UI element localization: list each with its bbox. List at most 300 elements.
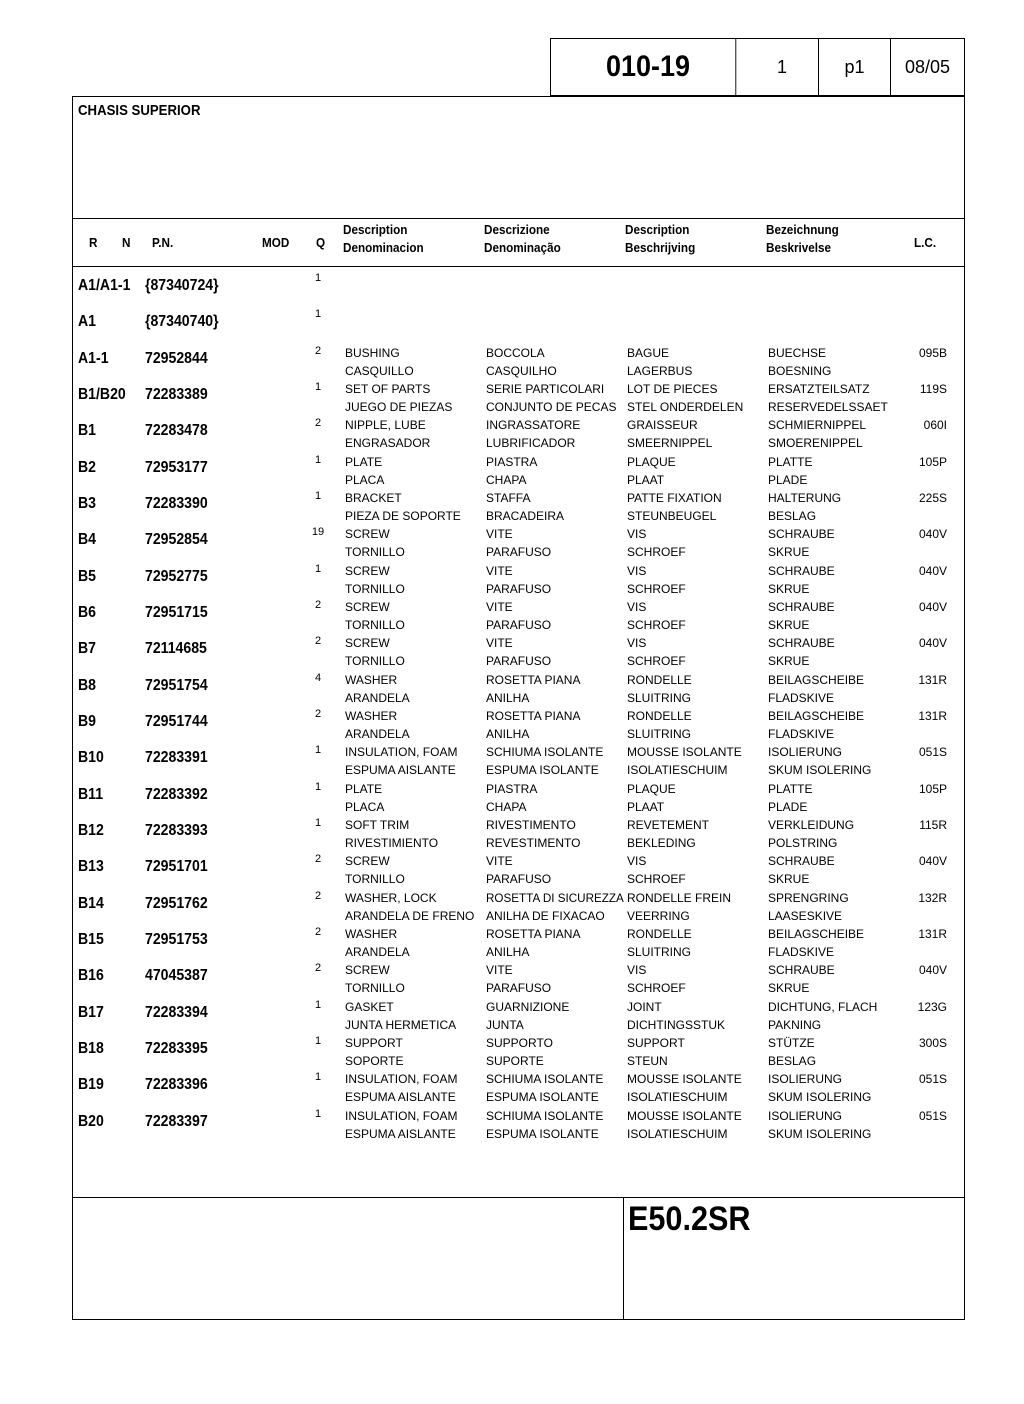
description-pt: ANILHA — [486, 690, 530, 705]
lc-code: 040V — [918, 599, 947, 614]
lc-code: 131R — [918, 926, 947, 941]
part-number: 72951762 — [145, 894, 208, 912]
description-es: PLACA — [345, 799, 385, 814]
description-pt: PARAFUSO — [486, 581, 552, 596]
quantity: 2 — [314, 925, 322, 938]
col-lc: L.C. — [914, 235, 937, 250]
description-da: SKUM ISOLERING — [768, 763, 872, 778]
part-number: 47045387 — [145, 967, 208, 985]
col-desc1-line2: Denominacion — [343, 240, 424, 255]
col-desc1-line1: Description — [343, 222, 408, 237]
description-es: ARANDELA — [345, 944, 410, 959]
description-da: BESLAG — [768, 1053, 817, 1068]
description-en: SUPPORT — [345, 1035, 403, 1050]
description-fr: RONDELLE — [627, 672, 692, 687]
description-de: BUECHSE — [768, 345, 827, 360]
part-number: 72951715 — [145, 603, 208, 621]
lc-code: 225S — [918, 490, 947, 505]
page-number: p1 — [819, 39, 891, 95]
ref-number: B10 — [78, 749, 104, 767]
quantity: 2 — [314, 598, 322, 611]
description-da: SMOERENIPPEL — [768, 436, 863, 451]
ref-number: A1-1 — [78, 349, 109, 367]
part-number: 72283394 — [145, 1003, 208, 1021]
description-da: SKRUE — [768, 617, 810, 632]
part-number: 72951754 — [145, 676, 208, 694]
description-it: SCHIUMA ISOLANTE — [486, 745, 604, 760]
table-row — [72, 1034, 965, 1070]
table-row — [72, 780, 965, 816]
lc-code: 123G — [917, 999, 947, 1014]
part-number: 72952844 — [145, 349, 208, 367]
description-pt: PARAFUSO — [486, 872, 552, 887]
lc-code: 060I — [923, 418, 947, 433]
description-de: SPRENGRING — [768, 890, 849, 905]
description-pt: ANILHA — [486, 726, 530, 741]
description-de: SCHRAUBE — [768, 599, 835, 614]
description-fr: MOUSSE ISOLANTE — [627, 745, 742, 760]
table-row — [72, 707, 965, 743]
description-es: ESPUMA AISLANTE — [345, 1126, 456, 1141]
description-de: SCHMIERNIPPEL — [768, 418, 867, 433]
description-es: CASQUILLO — [345, 363, 414, 378]
description-it: PIASTRA — [486, 781, 538, 796]
lc-code: 115R — [919, 817, 947, 832]
description-nl: DICHTINGSSTUK — [627, 1017, 726, 1032]
issue-date: 08/05 — [904, 56, 951, 77]
lc-code: 131R — [918, 708, 947, 723]
table-row — [72, 998, 965, 1034]
description-nl: ISOLATIESCHUIM — [627, 1090, 728, 1105]
quantity: 2 — [314, 962, 322, 975]
lc-code: 105P — [918, 454, 947, 469]
description-es: TORNILLO — [345, 581, 405, 596]
ref-number: B14 — [78, 894, 104, 912]
description-pt: ANILHA DE FIXACAO — [486, 908, 605, 923]
table-row — [72, 961, 965, 997]
description-en: INSULATION, FOAM — [345, 1108, 458, 1123]
ref-number: B4 — [78, 531, 96, 549]
description-en: WASHER — [345, 672, 398, 687]
description-de: ISOLIERUNG — [768, 1072, 843, 1087]
description-de: SCHRAUBE — [768, 563, 835, 578]
lc-code: 040V — [918, 636, 947, 651]
description-nl: ISOLATIESCHUIM — [627, 1126, 728, 1141]
description-da: SKRUE — [768, 581, 810, 596]
table-row — [72, 525, 965, 561]
table-row — [72, 416, 965, 452]
header-divider-top — [72, 218, 965, 219]
col-desc2-line1: Descrizione — [484, 222, 550, 237]
ref-number: B19 — [78, 1076, 104, 1094]
description-en: SOFT TRIM — [345, 817, 410, 832]
description-es: TORNILLO — [345, 545, 405, 560]
description-pt: CASQUILHO — [486, 363, 557, 378]
description-de: STÜTZE — [768, 1035, 815, 1050]
description-en: SCREW — [345, 563, 390, 578]
ref-number: B2 — [78, 458, 96, 476]
col-q: Q — [316, 235, 326, 250]
description-fr: VIS — [627, 563, 647, 578]
quantity: 1 — [314, 308, 322, 321]
description-pt: REVESTIMENTO — [486, 835, 581, 850]
table-row — [72, 1107, 965, 1143]
description-fr: RONDELLE FREIN — [627, 890, 732, 905]
lc-code: 051S — [918, 1108, 947, 1123]
description-es: ARANDELA — [345, 726, 410, 741]
ref-number: B20 — [78, 1112, 104, 1130]
col-desc3-line1: Description — [625, 222, 690, 237]
description-da: LAASESKIVE — [768, 908, 843, 923]
part-number: 72283389 — [145, 385, 208, 403]
description-it: VITE — [486, 636, 513, 651]
part-number: 72951744 — [145, 712, 208, 730]
description-en: NIPPLE, LUBE — [345, 418, 426, 433]
description-en: SCREW — [345, 527, 390, 542]
ref-number: B13 — [78, 858, 104, 876]
description-fr: RONDELLE — [627, 926, 692, 941]
description-it: BOCCOLA — [486, 345, 545, 360]
quantity: 1 — [314, 1107, 322, 1120]
description-fr: PLAQUE — [627, 781, 676, 796]
lc-code: 105P — [918, 781, 947, 796]
lc-code: 040V — [918, 963, 947, 978]
description-de: BEILAGSCHEIBE — [768, 926, 865, 941]
part-number: 72283391 — [145, 749, 208, 767]
table-row — [72, 1070, 965, 1106]
page-title: CHASIS SUPERIOR — [78, 102, 201, 119]
part-number: 72114685 — [145, 640, 207, 658]
description-pt: CONJUNTO DE PECAS — [486, 399, 617, 414]
description-es: ESPUMA AISLANTE — [345, 1090, 456, 1105]
description-en: SCREW — [345, 854, 390, 869]
description-it: VITE — [486, 854, 513, 869]
quantity: 1 — [314, 453, 322, 466]
description-en: INSULATION, FOAM — [345, 745, 458, 760]
table-row — [72, 307, 965, 343]
quantity: 1 — [314, 562, 322, 575]
description-it: VITE — [486, 563, 513, 578]
quantity: 4 — [314, 671, 322, 684]
col-desc4 — [766, 221, 839, 257]
description-it: STAFFA — [486, 490, 531, 505]
description-fr: LOT DE PIECES — [627, 381, 718, 396]
description-en: WASHER — [345, 708, 398, 723]
ref-number: B16 — [78, 967, 104, 985]
description-pt: JUNTA — [486, 1017, 524, 1032]
description-en: INSULATION, FOAM — [345, 1072, 458, 1087]
description-fr: VIS — [627, 527, 647, 542]
description-fr: VIS — [627, 636, 647, 651]
description-nl: SLUITRING — [627, 726, 692, 741]
col-desc4-line2: Beskrivelse — [766, 240, 832, 255]
description-it: SCHIUMA ISOLANTE — [486, 1108, 604, 1123]
description-nl: PLAAT — [627, 799, 665, 814]
description-nl: SCHROEF — [627, 581, 686, 596]
part-number: {87340740} — [145, 313, 219, 331]
description-it: VITE — [486, 963, 513, 978]
description-pt: ANILHA — [486, 944, 530, 959]
document-code-box — [550, 38, 965, 96]
description-fr: BAGUE — [627, 345, 670, 360]
col-desc1 — [343, 221, 424, 257]
description-pt: CHAPA — [486, 799, 527, 814]
description-de: VERKLEIDUNG — [768, 817, 855, 832]
description-es: JUEGO DE PIEZAS — [345, 399, 453, 414]
description-fr: GRAISSEUR — [627, 418, 698, 433]
description-en: BUSHING — [345, 345, 400, 360]
footer-vertical-divider — [623, 1197, 624, 1320]
quantity: 1 — [314, 744, 322, 757]
quantity: 1 — [314, 1034, 322, 1047]
description-de: SCHRAUBE — [768, 854, 835, 869]
table-row — [72, 598, 965, 634]
description-nl: PLAAT — [627, 472, 665, 487]
description-da: SKUM ISOLERING — [768, 1126, 872, 1141]
ref-number: B3 — [78, 494, 96, 512]
description-nl: STEUN — [627, 1053, 668, 1068]
lc-code: 040V — [918, 854, 947, 869]
quantity: 1 — [314, 780, 322, 793]
quantity: 2 — [314, 707, 322, 720]
description-pt: PARAFUSO — [486, 654, 552, 669]
description-es: TORNILLO — [345, 617, 405, 632]
description-it: INGRASSATORE — [486, 418, 581, 433]
ref-number: B7 — [78, 640, 96, 658]
description-pt: SUPORTE — [486, 1053, 544, 1068]
description-fr: MOUSSE ISOLANTE — [627, 1072, 742, 1087]
quantity: 2 — [314, 344, 322, 357]
part-number: 72951753 — [145, 930, 208, 948]
col-desc4-line1: Bezeichnung — [766, 222, 839, 237]
part-number: 72953177 — [145, 458, 208, 476]
table-row — [72, 889, 965, 925]
description-pt: PARAFUSO — [486, 617, 552, 632]
description-da: BOESNING — [768, 363, 832, 378]
description-it: VITE — [486, 599, 513, 614]
description-nl: SCHROEF — [627, 872, 686, 887]
description-da: PLADE — [768, 799, 808, 814]
description-it: SCHIUMA ISOLANTE — [486, 1072, 604, 1087]
description-it: ROSETTA DI SICUREZZA — [486, 890, 624, 905]
table-row — [72, 344, 965, 380]
description-es: RIVESTIMIENTO — [345, 835, 439, 850]
description-it: RIVESTIMENTO — [486, 817, 576, 832]
description-pt: PARAFUSO — [486, 545, 552, 560]
description-es: PIEZA DE SOPORTE — [345, 508, 461, 523]
lc-code: 040V — [918, 563, 947, 578]
description-da: POLSTRING — [768, 835, 838, 850]
description-en: WASHER, LOCK — [345, 890, 437, 905]
col-desc3 — [625, 221, 695, 257]
ref-number: B1 — [78, 422, 96, 440]
description-fr: VIS — [627, 963, 647, 978]
description-de: PLATTE — [768, 454, 813, 469]
ref-number: B12 — [78, 821, 104, 839]
col-desc3-line2: Beschrijving — [625, 240, 696, 255]
description-de: DICHTUNG, FLACH — [768, 999, 878, 1014]
description-en: SCREW — [345, 599, 390, 614]
quantity: 1 — [314, 1071, 322, 1084]
part-number: 72283390 — [145, 494, 208, 512]
description-it: SUPPORTO — [486, 1035, 553, 1050]
machine-model: E50.2SR — [628, 1200, 751, 1238]
description-de: SCHRAUBE — [768, 636, 835, 651]
description-en: SCREW — [345, 963, 390, 978]
description-nl: LAGERBUS — [627, 363, 693, 378]
table-row — [72, 380, 965, 416]
lc-code: 040V — [918, 527, 947, 542]
description-fr: SUPPORT — [627, 1035, 685, 1050]
ref-number: A1 — [78, 313, 96, 331]
part-number: 72283397 — [145, 1112, 208, 1130]
quantity: 2 — [314, 635, 322, 648]
description-en: WASHER — [345, 926, 398, 941]
description-es: ESPUMA AISLANTE — [345, 763, 456, 778]
col-mod: MOD — [262, 235, 290, 250]
description-de: ERSATZTEILSATZ — [768, 381, 870, 396]
quantity: 1 — [314, 816, 322, 829]
footer-divider — [72, 1197, 965, 1198]
part-number: 72283478 — [145, 422, 208, 440]
description-da: SKRUE — [768, 545, 810, 560]
description-it: ROSETTA PIANA — [486, 672, 581, 687]
description-es: JUNTA HERMETICA — [345, 1017, 457, 1032]
ref-number: B1/B20 — [78, 385, 126, 403]
description-nl: STEUNBEUGEL — [627, 508, 717, 523]
description-da: SKRUE — [768, 981, 810, 996]
description-nl: SMEERNIPPEL — [627, 436, 713, 451]
description-it: PIASTRA — [486, 454, 538, 469]
ref-number: B5 — [78, 567, 96, 585]
col-pn: P.N. — [152, 235, 174, 250]
description-it: GUARNIZIONE — [486, 999, 570, 1014]
description-nl: ISOLATIESCHUIM — [627, 763, 728, 778]
description-es: TORNILLO — [345, 872, 405, 887]
col-desc2-line2: Denominação — [484, 240, 561, 255]
quantity: 1 — [314, 380, 322, 393]
description-nl: SLUITRING — [627, 944, 692, 959]
quantity: 2 — [314, 853, 322, 866]
quantity: 1 — [314, 998, 322, 1011]
description-nl: STEL ONDERDELEN — [627, 399, 744, 414]
ref-number: B8 — [78, 676, 96, 694]
description-it: SERIE PARTICOLARI — [486, 381, 605, 396]
table-row — [72, 816, 965, 852]
description-en: PLATE — [345, 781, 383, 796]
ref-number: B18 — [78, 1039, 104, 1057]
description-fr: VIS — [627, 599, 647, 614]
ref-number: B9 — [78, 712, 96, 730]
col-r: R — [89, 235, 98, 250]
description-es: SOPORTE — [345, 1053, 404, 1068]
description-de: BEILAGSCHEIBE — [768, 672, 865, 687]
description-fr: PLAQUE — [627, 454, 676, 469]
description-pt: LUBRIFICADOR — [486, 436, 576, 451]
table-row — [72, 562, 965, 598]
description-nl: SCHROEF — [627, 981, 686, 996]
description-fr: PATTE FIXATION — [627, 490, 722, 505]
description-de: ISOLIERUNG — [768, 1108, 843, 1123]
table-row — [72, 671, 965, 707]
description-nl: SCHROEF — [627, 617, 686, 632]
quantity: 1 — [314, 489, 322, 502]
description-it: ROSETTA PIANA — [486, 926, 581, 941]
description-pt: PARAFUSO — [486, 981, 552, 996]
description-pt: ESPUMA ISOLANTE — [486, 1126, 599, 1141]
description-da: RESERVEDELSSAET — [768, 399, 888, 414]
header-divider-bottom — [72, 266, 965, 267]
description-pt: CHAPA — [486, 472, 527, 487]
quantity: 2 — [314, 417, 322, 430]
description-nl: VEERRING — [627, 908, 690, 923]
description-nl: BEKLEDING — [627, 835, 696, 850]
description-da: FLADSKIVE — [768, 726, 835, 741]
lc-code: 051S — [918, 745, 947, 760]
lc-code: 095B — [918, 345, 947, 360]
description-en: SET OF PARTS — [345, 381, 431, 396]
description-da: SKRUE — [768, 872, 810, 887]
quantity: 19 — [311, 526, 325, 539]
description-en: PLATE — [345, 454, 383, 469]
description-de: ISOLIERUNG — [768, 745, 843, 760]
description-da: BESLAG — [768, 508, 817, 523]
lc-code: 119S — [919, 381, 947, 396]
description-da: SKUM ISOLERING — [768, 1090, 872, 1105]
ref-number: A1/A1-1 — [78, 277, 131, 294]
description-es: ENGRASADOR — [345, 436, 431, 451]
lc-code: 300S — [918, 1035, 947, 1050]
part-number: 72952775 — [145, 567, 208, 585]
part-number: 72283396 — [145, 1076, 208, 1094]
description-de: BEILAGSCHEIBE — [768, 708, 865, 723]
description-fr: MOUSSE ISOLANTE — [627, 1108, 742, 1123]
description-en: BRACKET — [345, 490, 402, 505]
description-de: SCHRAUBE — [768, 963, 835, 978]
ref-number: B11 — [78, 785, 104, 803]
section-code: 010-19 — [561, 39, 737, 95]
description-fr: REVETEMENT — [627, 817, 710, 832]
col-desc2 — [484, 221, 561, 257]
description-de: PLATTE — [768, 781, 813, 796]
description-es: PLACA — [345, 472, 385, 487]
quantity: 1 — [314, 272, 322, 284]
description-es: TORNILLO — [345, 981, 405, 996]
description-en: SCREW — [345, 636, 390, 651]
description-de: HALTERUNG — [768, 490, 842, 505]
description-es: ARANDELA — [345, 690, 410, 705]
table-row — [72, 271, 965, 307]
description-en: GASKET — [345, 999, 394, 1014]
description-fr: RONDELLE — [627, 708, 692, 723]
description-es: ARANDELA DE FRENO — [345, 908, 475, 923]
description-pt: ESPUMA ISOLANTE — [486, 763, 599, 778]
part-number: 72951701 — [145, 858, 208, 876]
description-de: SCHRAUBE — [768, 527, 835, 542]
section-count: 1 — [746, 39, 819, 95]
description-it: VITE — [486, 527, 513, 542]
description-es: TORNILLO — [345, 654, 405, 669]
table-row — [72, 453, 965, 489]
description-da: PAKNING — [768, 1017, 822, 1032]
description-da: SKRUE — [768, 654, 810, 669]
description-da: FLADSKIVE — [768, 690, 835, 705]
part-number: 72952854 — [145, 531, 208, 549]
lc-code: 132R — [918, 890, 947, 905]
quantity: 2 — [314, 889, 322, 902]
description-nl: SLUITRING — [627, 690, 692, 705]
col-n: N — [122, 235, 131, 250]
